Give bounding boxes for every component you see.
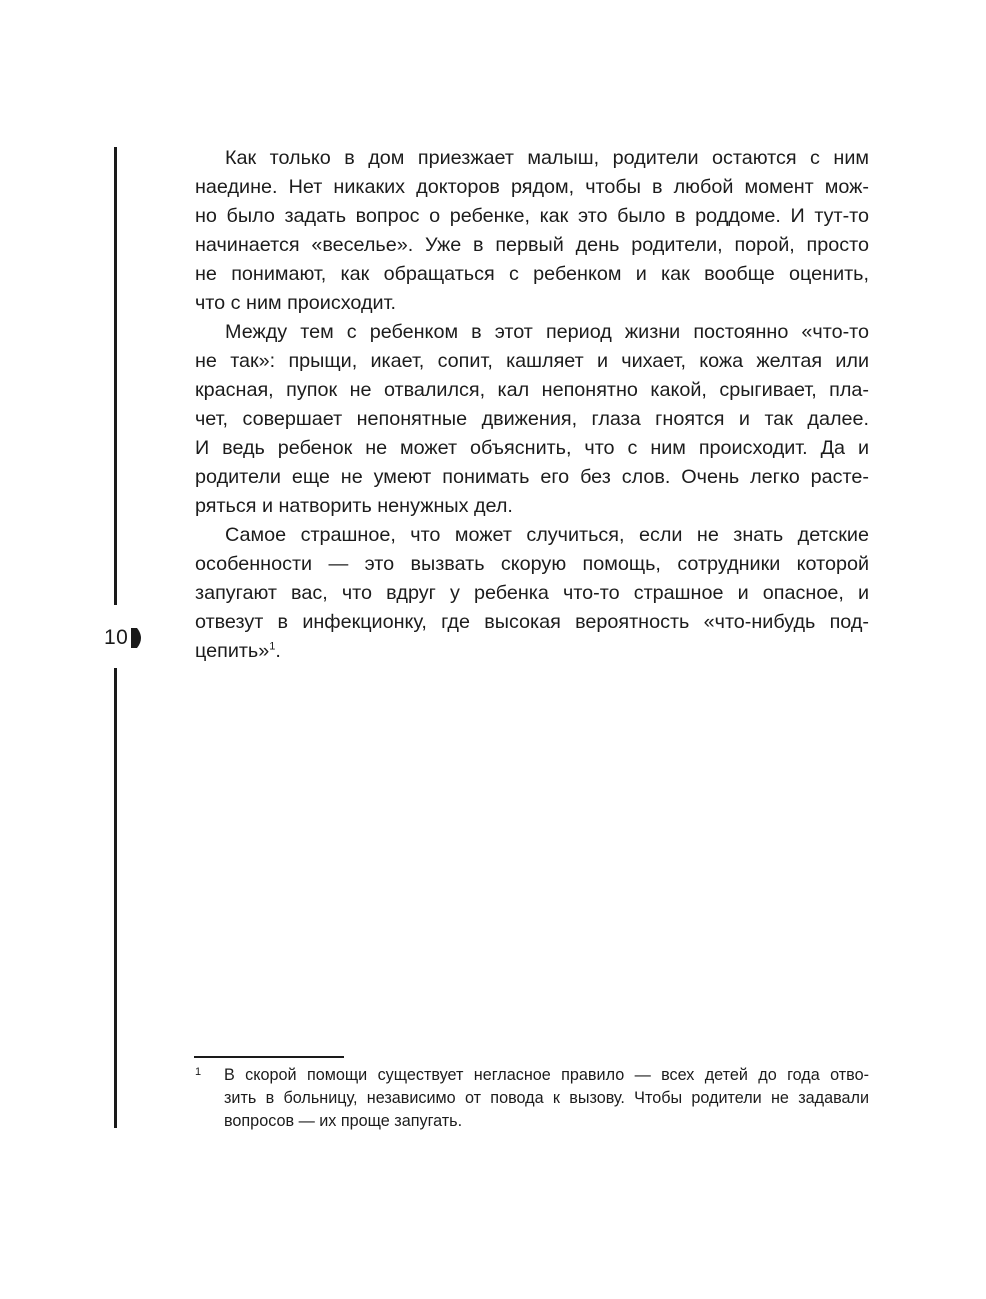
paragraph-2 [195, 318, 869, 521]
text-line: не так»: прыщи, икает, сопит, кашляет и чихает, кожа желтая или [195, 350, 869, 372]
text-line: начинается «веселье». Уже в первый день родители, порой, просто [195, 234, 869, 256]
footnote-reference[interactable]: 1 [269, 640, 276, 653]
text-line-last [195, 637, 869, 666]
text-line: отвезут в инфекционку, где высокая вероятность «что-нибудь под- [195, 611, 869, 633]
text-line: ряться и натворить ненужных дел. [195, 495, 513, 517]
text-line: Как только в дом приезжает малыш, родители остаются с ним [225, 147, 869, 169]
text-line: Самое страшное, что может случиться, если не знать детские [225, 524, 869, 546]
paragraph-3 [195, 521, 869, 666]
text-line: но было задать вопрос о ребенке, как это было в роддоме. И тут-то [195, 205, 869, 227]
end-punctuation: . [275, 640, 281, 662]
text-line: Между тем с ребенком в этот период жизни постоянно «что-то [225, 321, 869, 343]
text-line: красная, пупок не отвалился, кал непонятно какой, срыгивает, пла- [195, 379, 869, 401]
text-line: родители еще не умеют понимать его без слов. Очень легко расте- [195, 466, 869, 488]
margin-rule-bottom [114, 668, 117, 1128]
body-text [195, 144, 869, 666]
text-line: И ведь ребенок не может объяснить, что с ним происходит. Да и [195, 437, 869, 459]
margin-rule-top [114, 147, 117, 605]
text-line: особенности — это вызвать скорую помощь, сотрудники которой [195, 553, 869, 575]
text-line: запугают вас, что вдруг у ребенка что-то страшное и опасное, и [195, 582, 869, 604]
footnote-number: 1 [195, 1066, 202, 1078]
text-line-content: цепить» [195, 640, 270, 662]
footnote-text [224, 1064, 869, 1133]
footnote [195, 1064, 869, 1133]
text-line: наедине. Нет никаких докторов рядом, чтобы в любой момент мож- [195, 176, 869, 198]
footnote-line: зить в больницу, независимо от повода к вызову. Чтобы родители не задавали [224, 1089, 869, 1107]
text-line: не понимают, как обращаться с ребенком и как вообще оценить, [195, 263, 869, 285]
page-number: 10 [104, 626, 129, 649]
paragraph-1 [195, 144, 869, 318]
text-line: что с ним происходит. [195, 292, 396, 314]
footnote-line: вопросов — их проще запугать. [224, 1112, 463, 1130]
footnote-separator [194, 1056, 344, 1058]
text-line: чет, совершает непонятные движения, глаза гноятся и так далее. [195, 408, 869, 430]
footnote-line: В скорой помощи существует негласное правило — всех детей до года отво- [224, 1066, 869, 1084]
page-marker-icon [131, 628, 145, 648]
